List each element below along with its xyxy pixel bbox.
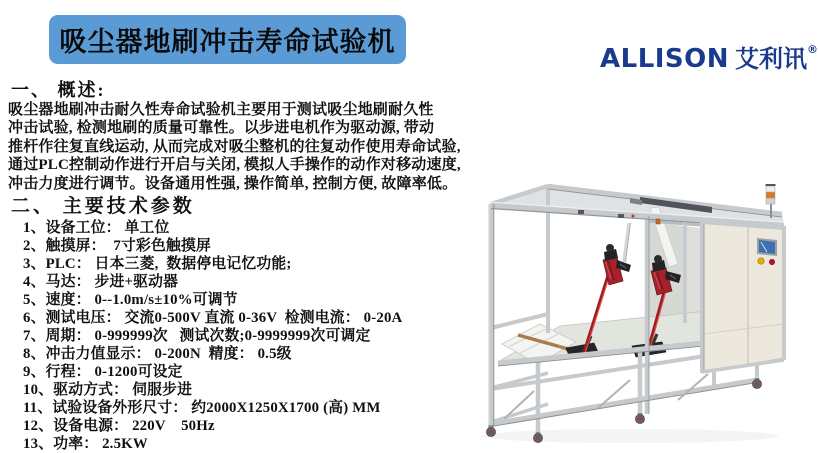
overview-paragraph-line: 吸尘器地刷冲击耐久性寿命试验机主要用于测试吸尘地刷耐久性: [8, 102, 434, 118]
machine-photo: [480, 176, 800, 448]
spec-item: 13、功率： 2.5KW: [23, 436, 148, 453]
spec-item: 10、驱动方式： 伺服步进: [23, 382, 193, 399]
overview-paragraph-line: 通过PLC控制动作进行开启与关闭, 模拟人手操作的动作对移动速度,: [8, 157, 461, 174]
spec-item: 4、马达： 步进+驱动器: [23, 274, 179, 291]
spec-item: 5、速度： 0--1.0m/s±10%可调节: [23, 292, 238, 309]
yellow-button: [758, 258, 764, 264]
brand-logo-cjk: 艾利讯: [735, 45, 808, 73]
overview-paragraph-line: 推杆作往复直线运动, 从而完成对吸尘整机的往复动作使用寿命试验,: [8, 138, 461, 155]
floor-shadow: [482, 429, 778, 443]
spec-item: 1、设备工位： 单工位: [23, 220, 170, 237]
spec-item: 3、PLC： 日本三菱, 数据停电记忆功能;: [23, 256, 292, 273]
spec-item: 6、测试电压： 交流0-500V 直流 0-36V 检测电流： 0-20A: [23, 310, 403, 327]
overview-paragraph-line: 冲击试验, 检测地刷的质量可靠性。以步进电机作为驱动源, 带动: [8, 120, 435, 137]
specs-list: [8, 219, 510, 453]
spec-item: 8、冲击力值显示： 0-200N 精度： 0.5级: [23, 346, 292, 363]
caster: [636, 413, 645, 424]
spec-item: 9、行程： 0-1200可设定: [23, 364, 183, 381]
spec-item: 7、周期： 0-999999次 测试次数;0-9999999次可调定: [23, 328, 371, 345]
spec-item: 12、设备电源： 220V 50Hz: [23, 418, 215, 435]
overview-heading: 一、 概述:: [11, 80, 106, 100]
content-column: [8, 80, 510, 453]
overview-paragraph: [8, 101, 510, 193]
control-panel: [702, 222, 784, 373]
machine-photo-svg: [480, 176, 800, 448]
caster: [487, 425, 496, 437]
spec-item: 11、试验设备外形尺寸： 约2000X1250X1700 (高) MM: [23, 400, 381, 417]
registered-trademark-icon: ®: [807, 43, 818, 56]
emergency-stop-button: [769, 259, 774, 264]
specs-heading: 二、 主要技术参数: [11, 196, 195, 218]
brand-logo-latin: ALLISON: [600, 44, 730, 74]
page-title: 吸尘器地刷冲击寿命试验机: [49, 15, 406, 64]
overview-paragraph-line: 冲击力度进行调节。设备通用性强, 操作简单, 控制方便, 故障率低。: [8, 175, 458, 192]
brand-logo: [600, 39, 818, 74]
spec-item: 2、触摸屏： 7寸彩色触摸屏: [23, 238, 211, 255]
